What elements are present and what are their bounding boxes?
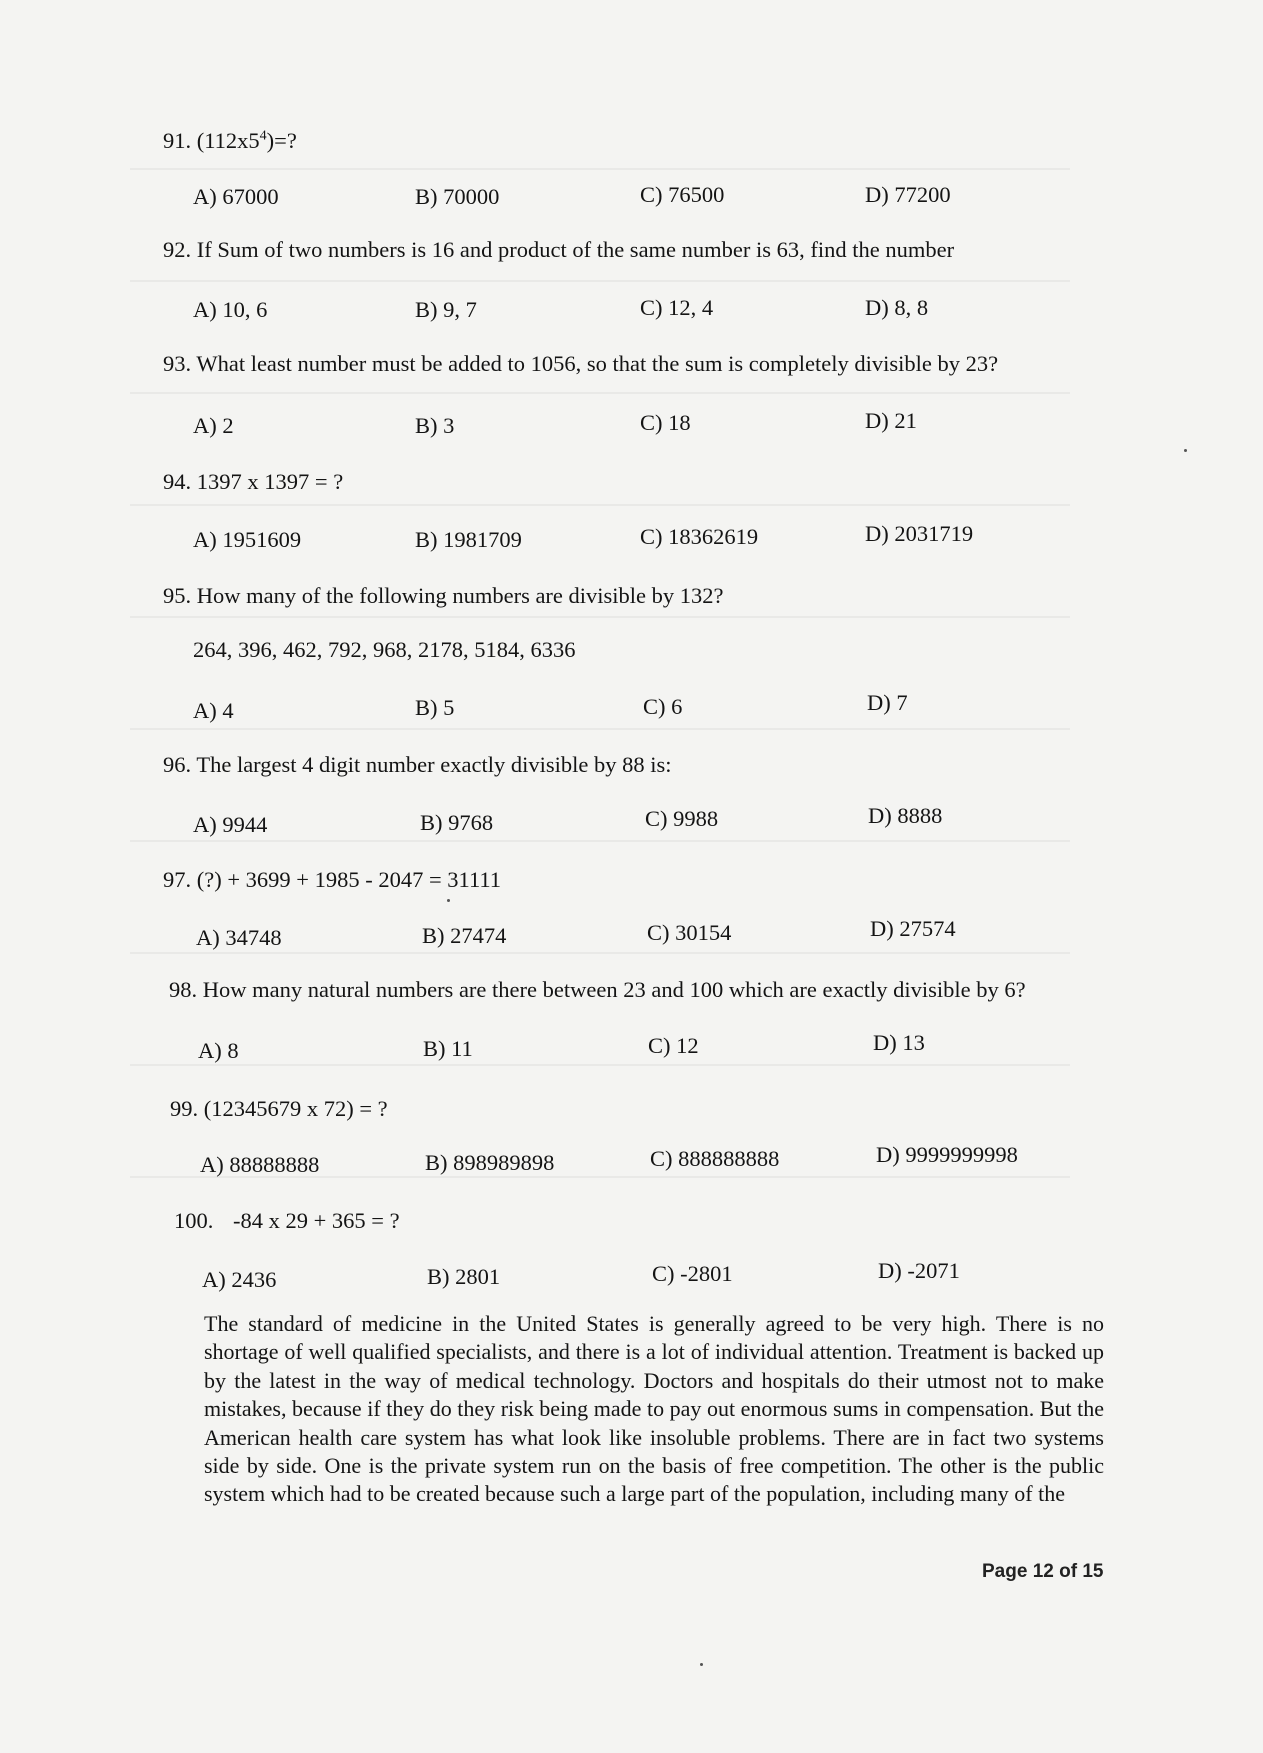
option-d: D) 7 xyxy=(867,690,908,715)
option-a: A) 4 xyxy=(193,698,234,723)
question-text-end: )=? xyxy=(266,128,297,153)
question-text: The largest 4 digit number exactly divisible by 88 is: xyxy=(196,752,672,777)
question-number: 96. xyxy=(163,752,192,777)
option-c: C) 12 xyxy=(648,1033,699,1058)
question-text: What least number must be added to 1056, so that the sum is completely divisible by 23? xyxy=(196,351,999,376)
option-a: A) 2436 xyxy=(202,1267,277,1292)
option-a: A) 67000 xyxy=(193,184,279,209)
question-94 xyxy=(163,469,343,495)
scan-speck xyxy=(1184,449,1187,452)
question-number: 95. xyxy=(163,583,192,608)
option-b: B) 3 xyxy=(415,413,455,438)
question-text: How many of the following numbers are divisible by 132? xyxy=(196,583,724,608)
option-c: C) 12, 4 xyxy=(640,295,714,320)
option-a: A) 88888888 xyxy=(200,1152,320,1177)
option-d: D) -2071 xyxy=(878,1258,960,1283)
question-number: 99. xyxy=(170,1096,199,1121)
question-91 xyxy=(163,128,297,154)
question-95 xyxy=(163,583,724,609)
option-a: A) 10, 6 xyxy=(193,297,268,322)
question-text: (?) + 3699 + 1985 - 2047 = 31111 xyxy=(196,867,502,892)
option-d: D) 77200 xyxy=(865,182,951,207)
option-b: B) 27474 xyxy=(422,923,507,948)
question-text: (12345679 x 72) = ? xyxy=(203,1096,388,1121)
option-b: B) 9, 7 xyxy=(415,297,477,322)
option-a: A) 8 xyxy=(198,1038,239,1063)
option-c: C) -2801 xyxy=(652,1261,733,1286)
question-97 xyxy=(163,867,501,893)
question-text: If Sum of two numbers is 16 and product of the same number is 63, find the number xyxy=(196,237,955,262)
option-d: D) 13 xyxy=(873,1030,925,1055)
question-100 xyxy=(174,1208,400,1234)
exponent: 4 xyxy=(259,128,267,144)
option-a: A) 1951609 xyxy=(193,527,302,552)
option-d: D) 8, 8 xyxy=(865,295,929,320)
scan-speck xyxy=(447,899,450,902)
page-of-label: of xyxy=(1053,1561,1083,1582)
question-96 xyxy=(163,752,671,778)
option-d: D) 9999999998 xyxy=(876,1142,1018,1167)
question-text: 1397 x 1397 = ? xyxy=(196,469,344,494)
option-c: C) 888888888 xyxy=(650,1146,780,1171)
total-pages: 15 xyxy=(1082,1561,1104,1582)
page-number xyxy=(982,1561,1103,1583)
option-a: A) 34748 xyxy=(196,925,282,950)
number-list: 264, 396, 462, 792, 968, 2178, 5184, 6336 xyxy=(193,637,576,662)
question-number: 98. xyxy=(169,977,198,1002)
bleed-through-shadow xyxy=(130,110,1070,1230)
question-number: 92. xyxy=(163,237,192,262)
option-d: D) 2031719 xyxy=(865,521,974,546)
option-c: C) 76500 xyxy=(640,182,725,207)
option-c: C) 9988 xyxy=(645,806,719,831)
question-number: 94. xyxy=(163,469,192,494)
option-a: A) 9944 xyxy=(193,812,268,837)
question-text: -84 x 29 + 365 = ? xyxy=(233,1208,400,1233)
question-98 xyxy=(169,977,1026,1003)
option-b: B) 9768 xyxy=(420,810,494,835)
question-99 xyxy=(170,1096,388,1122)
option-d: D) 8888 xyxy=(868,803,943,828)
reading-passage: The standard of medicine in the United States is generally agreed to be very high. There is no shortage of well qualified specialists, and there is a lot of individual attention. Treatment is backed up by the latest in the way of medical technology. Doctors and hospitals do their utmost not to make mistakes, because if they do they risk being made to pay out enormous sums in compensation. But the American health care system has what look like insoluble problems. There are in fact two systems side by side. One is the private system run on the basis of free competition. The other is the public system which had to be created because such a large part of the population, including many of the xyxy=(204,1311,1104,1507)
question-number: 93. xyxy=(163,351,192,376)
option-b: B) 5 xyxy=(415,695,455,720)
question-text: (112x5 xyxy=(196,128,260,153)
question-number: 100. xyxy=(174,1208,214,1233)
option-b: B) 1981709 xyxy=(415,527,522,552)
option-b: B) 11 xyxy=(423,1036,473,1061)
option-b: B) 898989898 xyxy=(425,1150,555,1175)
question-number: 97. xyxy=(163,867,192,892)
option-b: B) 70000 xyxy=(415,184,500,209)
current-page: 12 xyxy=(1032,1561,1054,1582)
option-c: C) 30154 xyxy=(647,920,732,945)
question-text: How many natural numbers are there between 23 and 100 which are exactly divisible by 6? xyxy=(202,977,1026,1002)
option-d: D) 21 xyxy=(865,408,917,433)
option-c: C) 6 xyxy=(643,694,683,719)
option-c: C) 18 xyxy=(640,410,691,435)
option-a: A) 2 xyxy=(193,413,234,438)
question-number: 91. xyxy=(163,128,192,153)
option-b: B) 2801 xyxy=(427,1264,501,1289)
scan-speck xyxy=(700,1663,703,1666)
option-d: D) 27574 xyxy=(870,916,956,941)
page-label: Page xyxy=(982,1561,1033,1582)
question-92 xyxy=(163,237,954,263)
question-93 xyxy=(163,351,998,377)
option-c: C) 18362619 xyxy=(640,524,759,549)
